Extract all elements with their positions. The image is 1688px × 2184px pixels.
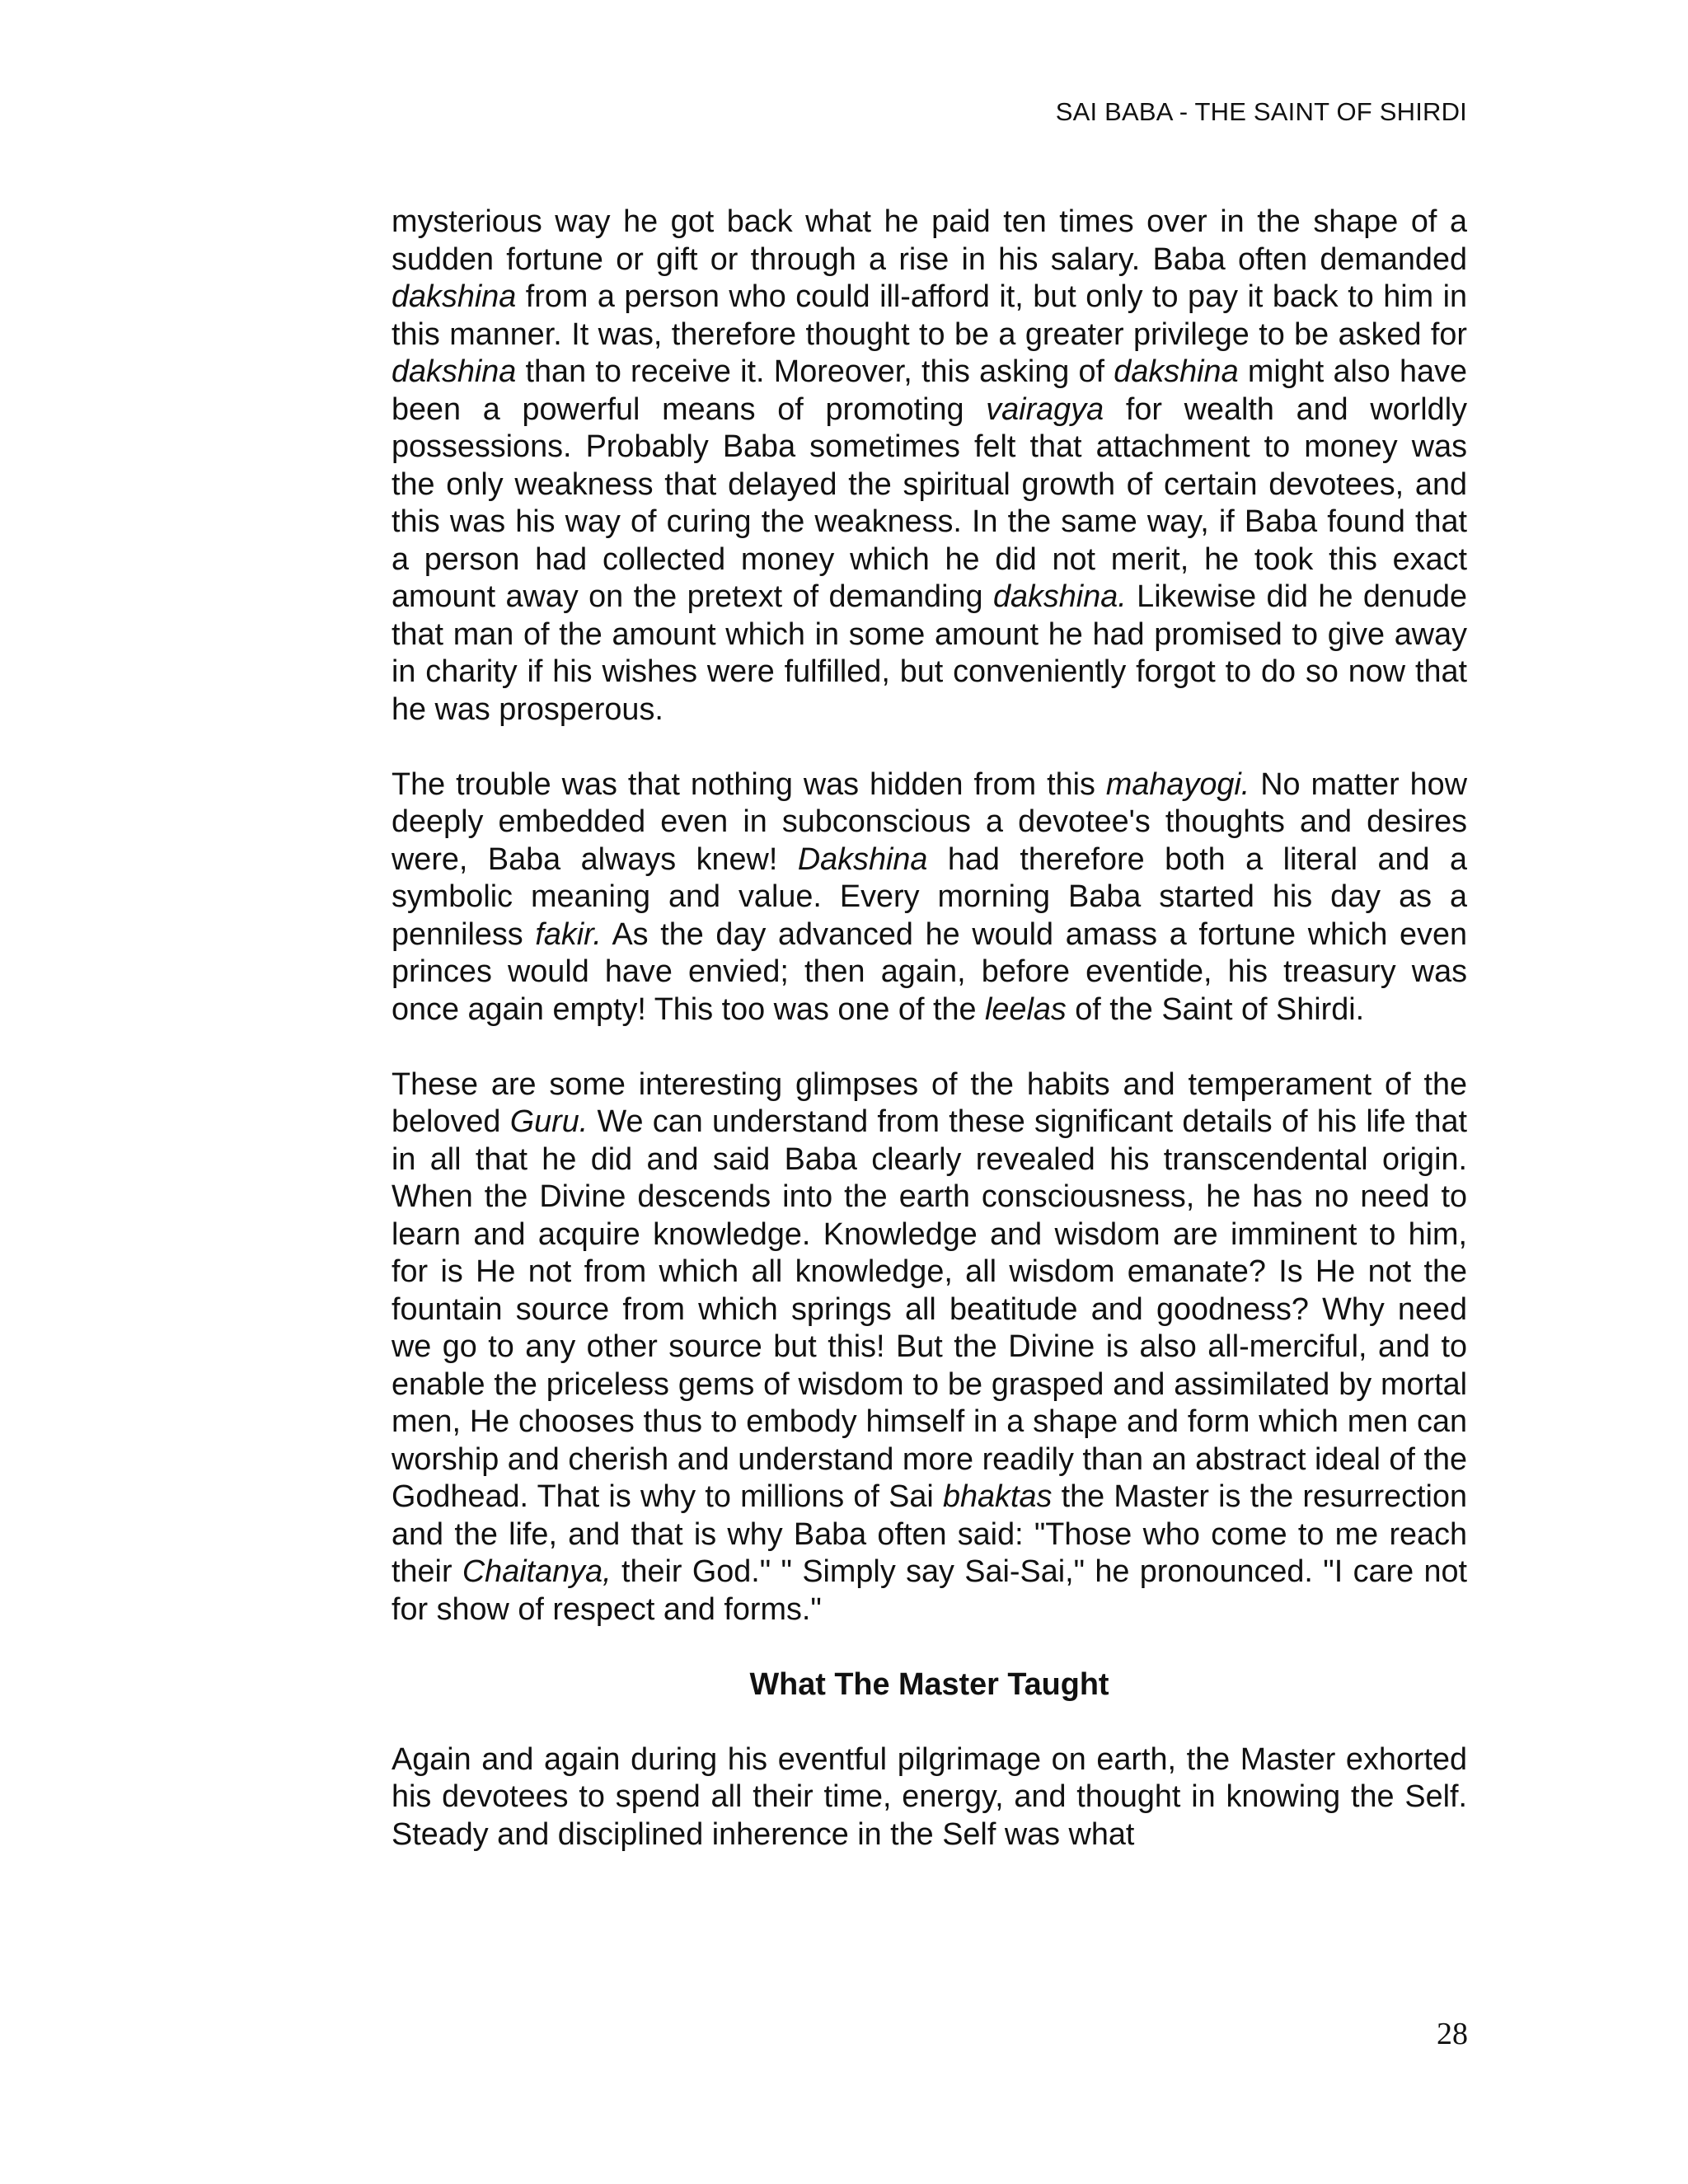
text-run: mysterious way he got back what he paid ten times over in the shape of a sudden fortune or gift or through a rise in his salary. Baba often demanded: [392, 204, 1467, 277]
italic-term: Guru.: [509, 1104, 588, 1139]
text-run: had therefore both a literal and a symbolic meaning and value. Every morning Baba started his day as a penniless: [392, 841, 1467, 952]
italic-term: Chaitanya,: [462, 1554, 612, 1589]
italic-term: dakshina: [392, 279, 517, 314]
text-run: These are some interesting glimpses of the habits and temperament of the beloved: [392, 1066, 1467, 1139]
paragraph-dakshina-explanation: [392, 204, 1467, 729]
page-number: 28: [1437, 2017, 1468, 2051]
text-run: than to receive it. Moreover, this asking of: [516, 354, 1114, 389]
text-run: As the day advanced he would amass a fortune which even princes would have envied; then again, before eventide, his treasury was once again empty! This too was one of the: [392, 916, 1467, 1027]
section-heading: What The Master Taught: [749, 1666, 1109, 1702]
text-run: Likewise did he denude that man of the amount which in some amount he had promised to give away in charity if his wishes were fulfilled, but conveniently forgot to do so now that he was prosperous.: [392, 579, 1468, 727]
paragraph-master-exhorted: [392, 1741, 1467, 1854]
text-run: the Master is the resurrection and the life, and that is why Baba often said: "Those who come to me reach their: [392, 1479, 1467, 1589]
text-run: of the Saint of Shirdi.: [1066, 991, 1365, 1027]
italic-term: Dakshina: [797, 841, 928, 877]
italic-term: dakshina: [392, 354, 517, 389]
text-run: We can understand from these significant details of his life that in all that he did and said Baba clearly revealed his transcendental origin. When the Divine descends into the earth consciousness, he has no need to learn and acquire knowledge. Knowledge and wisdom are imminent to him, for is He not from which all knowledge, all wisdom emanate? Is He not the fountain source from which springs all beatitude and goodness? Why need we go to any other source but this! But the Divine is also all-merciful, and to enable the priceless gems of wisdom to be grasped and assimilated by mortal men, He chooses thus to embody himself in a shape and form which men can worship and cherish and understand more readily than an abstract ideal of the Godhead. That is why to millions of Sai: [392, 1104, 1467, 1514]
italic-term: leelas: [985, 991, 1067, 1027]
text-run: their God." " Simply say Sai-Sai," he pronounced. "I care not for show of respect and forms.": [392, 1554, 1467, 1627]
page-body: [392, 204, 1467, 1854]
running-header: SAI BABA - THE SAINT OF SHIRDI: [1055, 97, 1467, 126]
italic-term: fakir.: [535, 916, 602, 952]
paragraph-guru-glimpses: [392, 1066, 1467, 1629]
text-run: from a person who could ill-afford it, but only to pay it back to him in this manner. It was, therefore thought to be a greater privilege to be asked for: [392, 279, 1467, 352]
text-run: for wealth and worldly possessions. Probably Baba sometimes felt that attachment to money was the only weakness that delayed the spiritual growth of certain devotees, and this was his way of curing the weakness. In the same way, if Baba found that a person had collected money which he did not merit, he took this exact amount away on the pretext of demanding: [392, 391, 1467, 614]
italic-term: dakshina.: [992, 579, 1127, 614]
italic-term: vairagya: [986, 391, 1104, 427]
paragraph-mahayogi: [392, 766, 1467, 1029]
italic-term: bhaktas: [943, 1479, 1053, 1514]
italic-term: mahayogi.: [1105, 766, 1250, 802]
text-run: The trouble was that nothing was hidden from this: [392, 766, 1106, 802]
text-run: Again and again during his eventful pilgrimage on earth, the Master exhorted his devotees to spend all their time, energy, and thought in knowing the Self. Steady and disciplined inherence in the Self was what: [392, 1741, 1467, 1852]
italic-term: dakshina: [1114, 354, 1239, 389]
text-run: No matter how deeply embedded even in subconscious a devotee's thoughts and desires were, Baba always knew!: [392, 766, 1467, 877]
text-run: might also have been a powerful means of promoting: [392, 354, 1467, 427]
